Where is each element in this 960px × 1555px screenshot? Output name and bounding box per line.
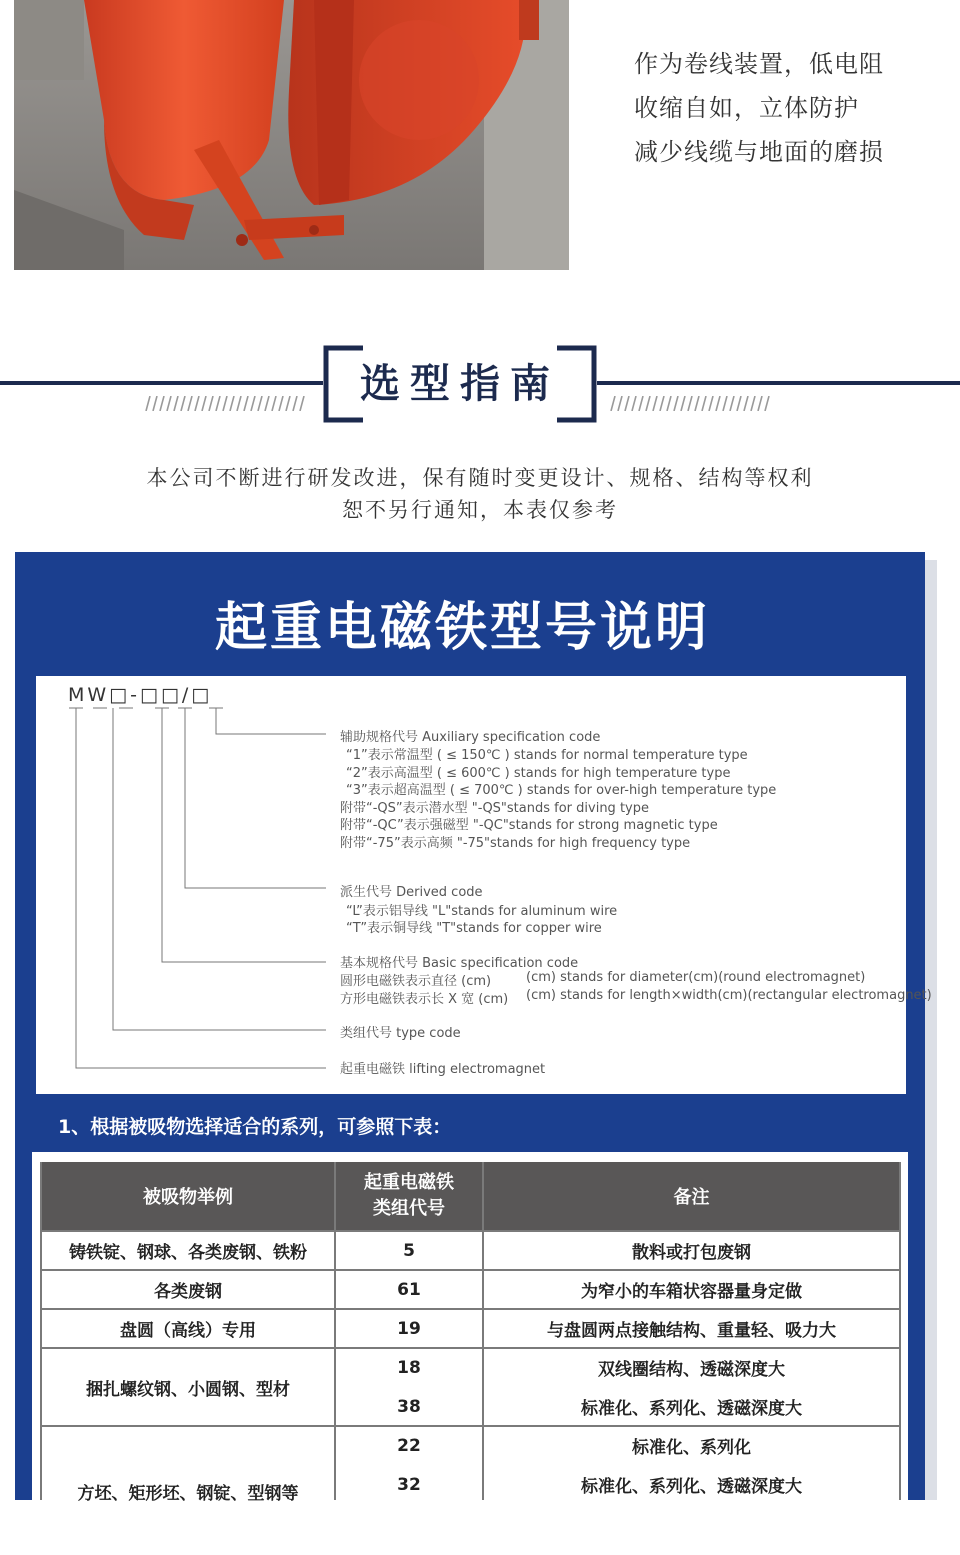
table-cell-item: 盘圆（高线）专用: [42, 1310, 334, 1347]
basic-line-en: (cm) stands for length×width(cm)(rectangular electromagnet): [526, 988, 932, 1003]
table-cell-code: 22: [336, 1427, 482, 1464]
panel-title: 起重电磁铁型号说明: [214, 598, 710, 658]
table-grid-line: [42, 1230, 899, 1232]
basic-title: 基本规格代号 Basic specification code: [340, 956, 579, 971]
table-cell-note: 为窄小的车箱状容器量身定做: [484, 1271, 899, 1308]
aux-line: “1”表示常温型 ( ≤ 150℃ ) stands for normal temperature type: [346, 748, 748, 763]
derived-title: 派生代号 Derived code: [340, 885, 483, 900]
header-code: 起重电磁铁 类组代号: [336, 1162, 482, 1230]
table-cell-code: 61: [336, 1271, 482, 1308]
basic-line-en: (cm) stands for diameter(cm)(round electromagnet): [526, 970, 866, 985]
table-grid-line: [334, 1162, 336, 1500]
derived-line: “L”表示铝导线 "L"stands for aluminum wire: [346, 904, 618, 919]
table-grid-line: [42, 1269, 899, 1271]
cable-reel-illustration: [14, 0, 569, 270]
table-cell-code: 5: [336, 1232, 482, 1269]
table-subtitle: 1、根据被吸物选择适合的系列，可参照下表：: [58, 1116, 452, 1138]
aux-line: “3”表示超高温型 ( ≤ 700℃ ) stands for over-high temperature type: [346, 783, 777, 798]
table-cell-note: 与盘圆两点接触结构、重量轻、吸力大: [484, 1310, 899, 1347]
table-cell-note: 标准化、系列化、透磁深度大: [484, 1388, 899, 1425]
table-cell-item: 捆扎螺纹钢、小圆钢、型材: [42, 1349, 334, 1425]
hatch-decoration-right: [605, 396, 777, 411]
table-grid-line: [42, 1425, 899, 1427]
slogan-line-1: 作为卷线装置，低电阻: [634, 50, 884, 78]
aux-title: 辅助规格代号 Auxiliary specification code: [340, 730, 601, 745]
notice-line-1: 本公司不断进行研发改进，保有随时变更设计、规格、结构等权利: [146, 466, 814, 490]
table-cell-code: 19: [336, 1310, 482, 1347]
table-cell-item: 各类废钢: [42, 1271, 334, 1308]
table-cell-code: 38: [336, 1388, 482, 1425]
section-rule-right: [590, 381, 960, 385]
table-cell-note: 标准化、系列化: [484, 1427, 899, 1464]
slogan-line-3: 减少线缆与地面的磨损: [634, 138, 884, 166]
type-code: 类组代号 type code: [340, 1026, 461, 1041]
product-photo: [14, 0, 569, 270]
table-cell-note: 双线圈结构、透磁深度大: [484, 1349, 899, 1386]
table-cell-note: 标准化、系列化、透磁深度大: [484, 1466, 899, 1503]
table-cell-note: 散料或打包废钢: [484, 1232, 899, 1269]
table-grid-line: [482, 1162, 484, 1500]
section-rule-left: [0, 381, 330, 385]
slogan-line-2: 收缩自如，立体防护: [634, 94, 859, 122]
lifting-label: 起重电磁铁 lifting electromagnet: [340, 1062, 546, 1077]
aux-line: 附带“-QC”表示强磁型 "-QC"stands for strong magnetic type: [340, 818, 718, 833]
notice-line-2: 恕不另行通知，本表仅参考: [342, 498, 618, 522]
slogan: [634, 42, 934, 174]
model-code: MW□-□□/□: [68, 684, 213, 706]
table-grid-line: [899, 1162, 901, 1500]
derived-line: “T”表示铜导线 "T"stands for copper wire: [346, 921, 602, 936]
header-item: 被吸物举例: [42, 1162, 334, 1230]
basic-line-cn: 方形电磁铁表示长 X 宽 (cm): [340, 992, 509, 1007]
table-cell-item: 铸铁锭、钢球、各类废钢、铁粉: [42, 1232, 334, 1269]
table-cell-code: 32: [336, 1466, 482, 1503]
table-cell-item: 方坯、矩形坯、钢锭、型钢等: [42, 1427, 334, 1555]
aux-line: “2”表示高温型 ( ≤ 600℃ ) stands for high temperature type: [346, 766, 731, 781]
selection-table: [32, 1152, 908, 1504]
model-spec-card: [36, 676, 932, 1094]
table-grid-line: [42, 1347, 899, 1349]
table-cell-code: 18: [336, 1349, 482, 1386]
hatch-decoration-left: [140, 396, 312, 411]
table-grid-line: [40, 1162, 42, 1500]
aux-line: 附带“-75”表示高频 "-75"stands for high frequency type: [340, 836, 691, 851]
panel-shadow: [925, 560, 937, 1500]
aux-line: 附带“-QS”表示潜水型 "-QS"stands for diving type: [340, 801, 649, 816]
section-title: 选型指南: [360, 361, 560, 407]
basic-line-cn: 圆形电磁铁表示直径 (cm): [340, 974, 492, 989]
table-grid-line: [42, 1308, 899, 1310]
header-note: 备注: [484, 1162, 899, 1230]
